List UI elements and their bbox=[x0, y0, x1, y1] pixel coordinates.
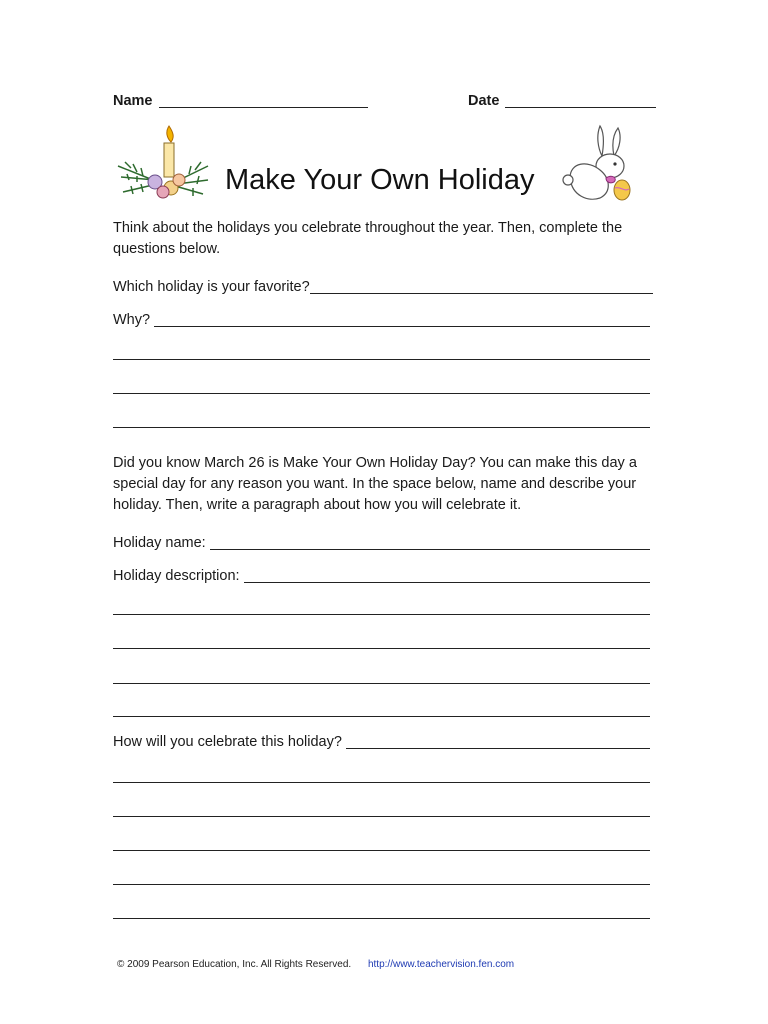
page-title: Make Your Own Holiday bbox=[225, 164, 535, 196]
footer-link[interactable]: http://www.teachervision.fen.com bbox=[367, 959, 515, 970]
holiday-name-line[interactable] bbox=[210, 549, 650, 550]
why-row bbox=[113, 311, 650, 329]
celebrate-line-5[interactable] bbox=[113, 884, 650, 885]
celebrate-label: How will you celebrate this holiday? bbox=[113, 734, 342, 750]
celebrate-line-2[interactable] bbox=[113, 782, 650, 783]
celebrate-line-3[interactable] bbox=[113, 816, 650, 817]
holiday-name-row bbox=[113, 534, 650, 552]
description-line-5[interactable] bbox=[113, 716, 650, 717]
celebrate-row bbox=[113, 733, 650, 751]
celebrate-line[interactable] bbox=[346, 748, 650, 749]
description-line-4[interactable] bbox=[113, 683, 650, 684]
date-label: Date bbox=[468, 93, 500, 109]
favorite-answer-line[interactable] bbox=[310, 293, 653, 294]
why-answer-line-2[interactable] bbox=[113, 359, 650, 360]
name-line[interactable] bbox=[159, 107, 369, 108]
bunny-icon bbox=[560, 122, 636, 204]
candle-wreath-icon bbox=[113, 122, 213, 207]
copyright-text: © 2009 Pearson Education, Inc. All Rights Reserved. bbox=[117, 959, 352, 970]
holiday-description-line[interactable] bbox=[244, 582, 650, 583]
holiday-description-label: Holiday description: bbox=[113, 568, 240, 584]
name-field bbox=[113, 92, 368, 110]
why-answer-line-4[interactable] bbox=[113, 427, 650, 428]
footer bbox=[117, 959, 514, 970]
holiday-name-label: Holiday name: bbox=[113, 535, 206, 551]
name-label: Name bbox=[113, 93, 153, 109]
date-field bbox=[468, 92, 656, 110]
celebrate-line-6[interactable] bbox=[113, 918, 650, 919]
intro-text: Think about the holidays you celebrate throughout the year. Then, complete the questions below. bbox=[113, 220, 623, 257]
date-line[interactable] bbox=[505, 107, 656, 108]
why-answer-line[interactable] bbox=[154, 326, 650, 327]
make-holiday-paragraph: Did you know March 26 is Make Your Own Holiday Day? You can make this day a special day for any reason you want. In the space below, name and describe your holiday. Then, write a paragraph about how you will celebrate it. bbox=[113, 455, 637, 513]
favorite-label: Which holiday is your favorite? bbox=[113, 279, 310, 295]
celebrate-line-4[interactable] bbox=[113, 850, 650, 851]
description-line-3[interactable] bbox=[113, 648, 650, 649]
why-label: Why? bbox=[113, 312, 151, 328]
why-answer-line-3[interactable] bbox=[113, 393, 650, 394]
description-line-2[interactable] bbox=[113, 614, 650, 615]
holiday-description-row bbox=[113, 567, 650, 585]
favorite-row bbox=[113, 278, 653, 296]
